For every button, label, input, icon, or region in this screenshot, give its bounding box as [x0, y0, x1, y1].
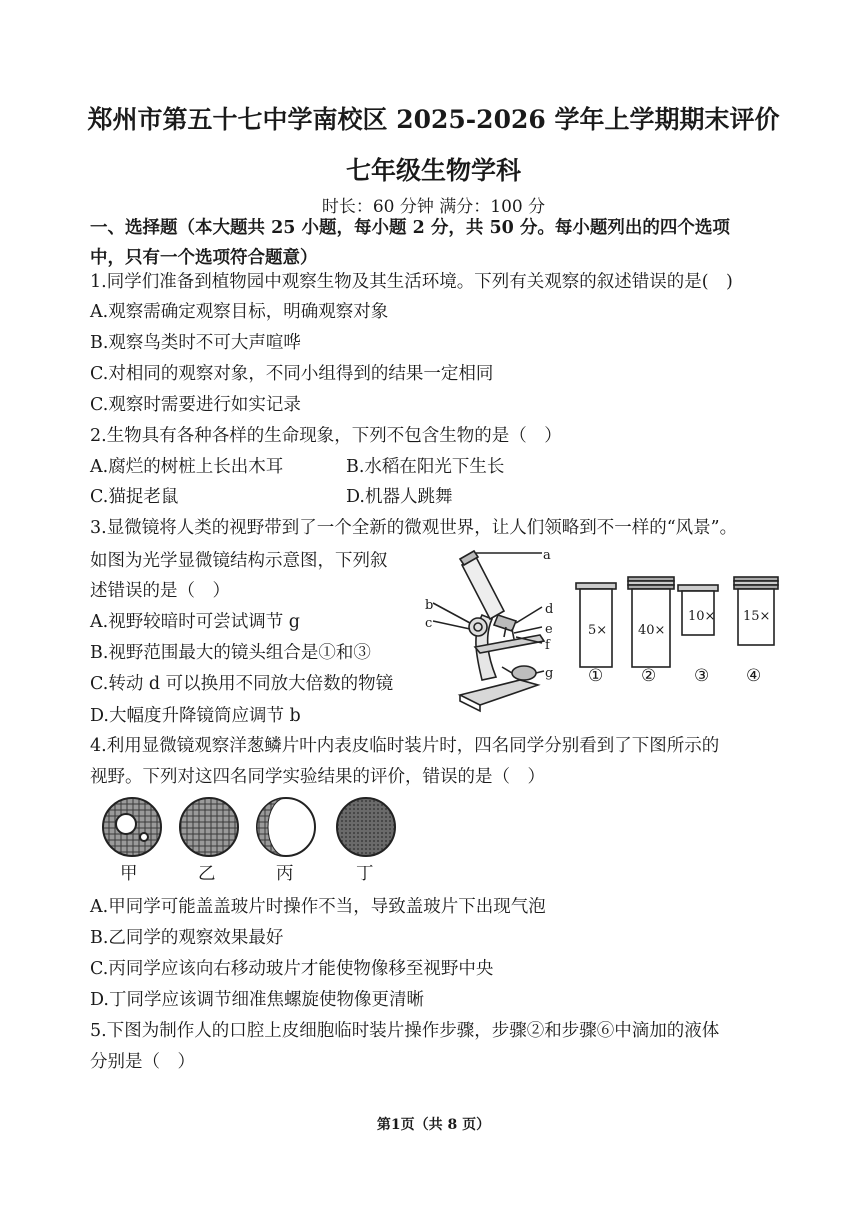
q1-stem: 1.同学们准备到植物园中观察生物及其生活环境。下列有关观察的叙述错误的是( ) [90, 272, 733, 292]
exam-subtitle: 七年级生物学科 [345, 156, 521, 185]
exam-meta: 时长：60 分钟 满分：100 分 [321, 197, 546, 217]
field-label-jia: 甲 [120, 864, 138, 884]
q1-option-b: B.观察鸟类时不可大声喧哗 [90, 333, 301, 353]
lens-1-magnification: 5× [588, 623, 608, 638]
lens-3-magnification: 10× [688, 609, 716, 624]
field-label-yi: 乙 [198, 864, 216, 884]
q3-option-a: A.视野较暗时可尝试调节 g [90, 612, 300, 632]
lens-4-number: ④ [746, 666, 762, 686]
field-label-bing: 丙 [276, 864, 294, 884]
section-heading: 一、选择题（本大题共 25 小题，每小题 2 分，共 50 分。每小题列出的四个选项 [90, 218, 730, 238]
microscope-label-c: c [425, 616, 433, 631]
lens-1-number: ① [588, 666, 604, 686]
microscope-label-a: a [543, 548, 551, 563]
q2-option-b: B.水稻在阳光下生长 [346, 457, 505, 477]
q2-stem: 2.生物具有各种各样的生命现象，下列不包含生物的是（ ） [90, 426, 562, 446]
q3-option-b: B.视野范围最大的镜头组合是①和③ [90, 643, 371, 663]
microscope-diagram [420, 545, 560, 715]
microscope-label-d: d [545, 602, 554, 617]
q2-option-c: C.猫捉老鼠 [90, 487, 179, 507]
exam-title: 郑州市第五十七中学南校区 2025-2026 学年上学期期末评价 [87, 105, 780, 134]
q1-option-a: A.观察需确定观察目标，明确观察对象 [90, 302, 389, 322]
q5-stem: 5.下图为制作人的口腔上皮细胞临时装片操作步骤，步骤②和步骤⑥中滴加的液体 [90, 1021, 720, 1041]
q3-option-c: C.转动 d 可以换用不同放大倍数的物镜 [90, 674, 394, 694]
field-label-ding: 丁 [356, 864, 374, 884]
lens-3-number: ③ [694, 666, 710, 686]
q2-option-a: A.腐烂的树桩上长出木耳 [90, 457, 284, 477]
microscope-label-b: b [425, 598, 434, 613]
q3-stem-cont2: 述错误的是（ ） [90, 581, 230, 601]
q3-option-d: D.大幅度升降镜筒应调节 b [90, 706, 301, 726]
q4-option-c: C.丙同学应该向右移动玻片才能使物像移至视野中央 [90, 959, 494, 979]
q4-stem: 4.利用显微镜观察洋葱鳞片叶内表皮临时装片时，四名同学分别看到了下图所示的 [90, 736, 720, 756]
q1-option-c: C.对相同的观察对象，不同小组得到的结果一定相同 [90, 364, 494, 384]
q4-option-b: B.乙同学的观察效果最好 [90, 928, 284, 948]
q4-option-d: D.丁同学应该调节细准焦螺旋使物像更清晰 [90, 990, 424, 1010]
lens-2-number: ② [641, 666, 657, 686]
q1-option-d: C.观察时需要进行如实记录 [90, 395, 301, 415]
microscope-fields-diagram [100, 795, 420, 861]
microscope-label-f: f [545, 638, 550, 653]
q3-stem: 3.显微镜将人类的视野带到了一个全新的微观世界，让人们领略到不一样的“风景”。 [90, 518, 738, 538]
lens-4-magnification: 15× [743, 609, 771, 624]
q3-stem-cont: 如图为光学显微镜结构示意图，下列叙 [90, 551, 388, 571]
lens-2-magnification: 40× [638, 623, 666, 638]
q5-stem-cont: 分别是（ ） [90, 1052, 195, 1072]
q4-stem-cont: 视野。下列对这四名同学实验结果的评价，错误的是（ ） [90, 767, 545, 787]
microscope-label-g: g [545, 666, 554, 681]
section-heading-cont: 中，只有一个选项符合题意） [90, 248, 318, 268]
microscope-label-e: e [545, 622, 553, 637]
q4-option-a: A.甲同学可能盖盖玻片时操作不当，导致盖玻片下出现气泡 [90, 897, 546, 917]
q2-option-d: D.机器人跳舞 [346, 487, 453, 507]
page-footer: 第1页（共 8 页） [376, 1117, 491, 1133]
